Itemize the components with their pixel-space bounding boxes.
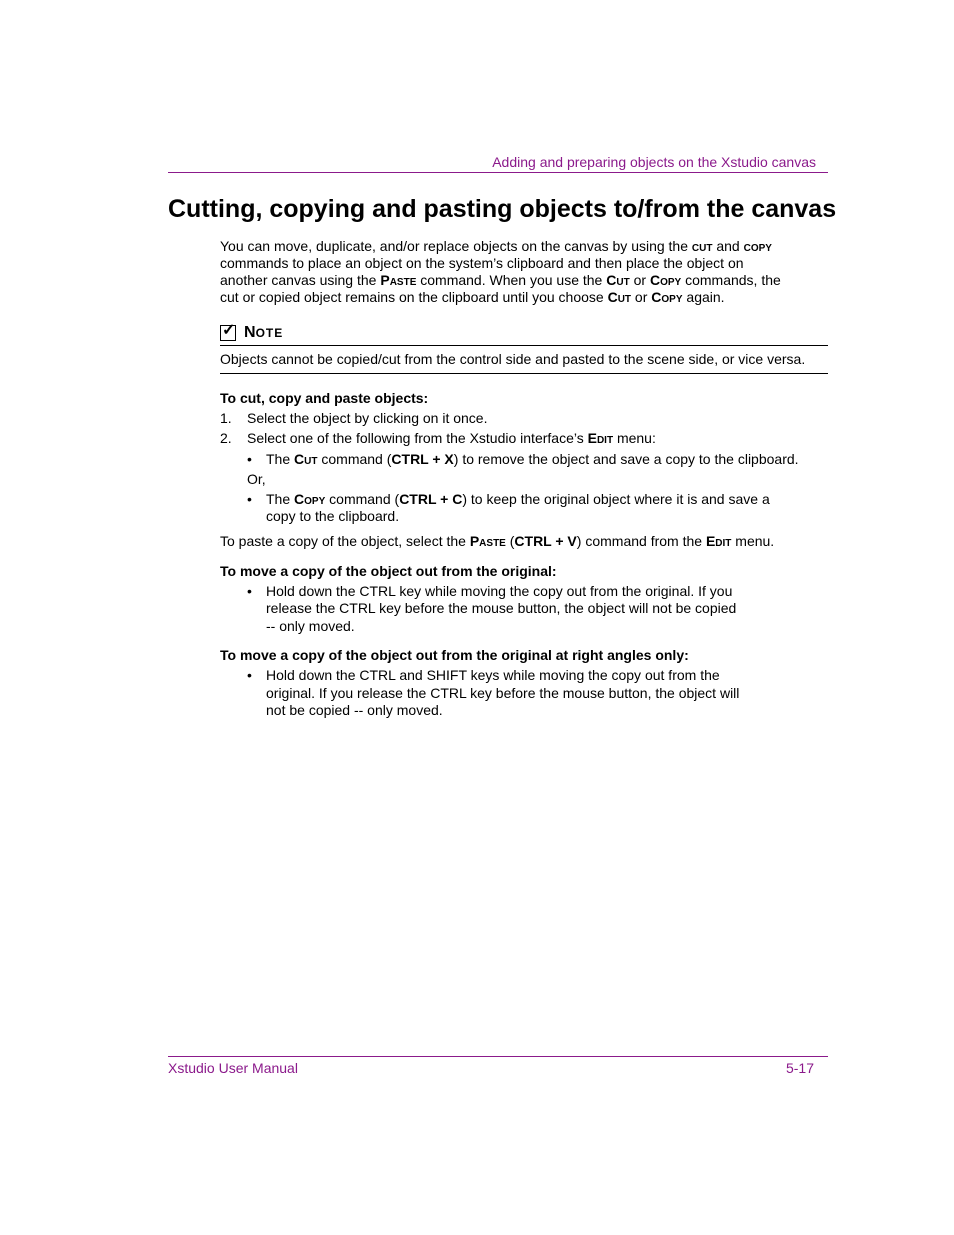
bullet-icon: •: [247, 451, 252, 467]
text: commands, the: [681, 272, 781, 288]
text: or: [629, 272, 650, 288]
text: Hold down the CTRL and SHIFT keys while moving the copy out from the: [266, 667, 720, 683]
page-number: 5-17: [785, 1060, 814, 1076]
edit-menu-initial: E: [587, 430, 597, 446]
text: command. When you use the: [416, 272, 607, 288]
bullet-cut: [247, 451, 799, 470]
cut-command-rest: UT: [616, 277, 630, 288]
bullet-move-right-angles-line-3: not be copied -- only moved.: [266, 702, 443, 718]
paste-instruction: [220, 533, 774, 552]
copy-command-initial: C: [294, 491, 305, 507]
text: and: [712, 238, 744, 254]
procedure-heading-move-right-angles: To move a copy of the object out from the original at right angles only:: [220, 647, 689, 663]
paste-command-rest: ASTE: [389, 277, 417, 288]
cut-command-rest: UT: [617, 294, 632, 305]
page-title: Cutting, copying and pasting objects to/from the canvas: [168, 195, 837, 223]
shortcut-ctrl-v: CTRL + V: [514, 533, 577, 549]
shortcut-ctrl-x: CTRL + X: [391, 451, 454, 467]
text: command (: [325, 491, 400, 507]
copy-command-initial: C: [649, 272, 661, 288]
procedure-heading-move-copy: To move a copy of the object out from the original:: [220, 563, 557, 579]
text: (: [505, 533, 515, 549]
text: Select one of the following from the Xstudio interface’s: [247, 430, 588, 446]
text: command (: [317, 451, 392, 467]
edit-menu-initial: E: [705, 533, 716, 549]
copy-command-rest: OPY: [660, 277, 682, 288]
paste-command-rest: ASTE: [479, 538, 506, 549]
footer-manual-title: Xstudio User Manual: [168, 1060, 298, 1076]
copy-command-rest: OPY: [304, 496, 326, 507]
cut-command-initial: C: [294, 451, 305, 467]
text: The: [266, 451, 295, 467]
bullet-copy-continued: copy to the clipboard.: [266, 508, 400, 524]
cut-command-initial: C: [606, 272, 617, 288]
note-label-initial: N: [244, 324, 256, 341]
intro-line-2: commands to place an object on the system’s clipboard and then place the object on: [220, 255, 744, 271]
copy-command-initial: C: [651, 289, 662, 305]
text: Hold down the CTRL key while moving the copy out from the original. If you: [266, 583, 733, 599]
note-bottom-rule: [220, 373, 828, 374]
footer-rule: [168, 1056, 828, 1057]
copy-command: COPY: [743, 243, 772, 254]
step-1-number: 1.: [220, 410, 232, 426]
bullet-move-right-angles-line-2: original. If you release the CTRL key before the mouse button, the object will: [266, 685, 740, 701]
bullet-icon: •: [247, 491, 252, 507]
edit-menu-rest: DIT: [715, 538, 732, 549]
checkbox-icon: [220, 325, 236, 341]
text: another canvas using the: [220, 272, 381, 288]
bullet-move-copy: [247, 583, 732, 600]
text: You can move, duplicate, and/or replace objects on the canvas by using the: [220, 238, 692, 254]
step-2-number: 2.: [220, 430, 232, 446]
shortcut-ctrl-c: CTRL + C: [399, 491, 463, 507]
text: menu.: [731, 533, 775, 549]
step-2: [247, 430, 656, 449]
text: ) command from the: [576, 533, 706, 549]
cut-command: CUT: [691, 243, 713, 254]
bullet-move-copy-line-3: -- only moved.: [266, 618, 355, 634]
copy-command-rest: OPY: [661, 294, 683, 305]
note-top-rule: [220, 345, 828, 346]
text: or: [631, 289, 652, 305]
or-text: Or,: [247, 471, 266, 487]
text: ) to remove the object and save a copy to the clipboard.: [453, 451, 799, 467]
note-label-rest: OTE: [255, 326, 284, 340]
paste-command-initial: P: [469, 533, 480, 549]
cut-command-rest: UT: [304, 456, 318, 467]
text: again.: [682, 289, 725, 305]
text: ) to keep the original object where it is and save a: [462, 491, 770, 507]
procedure-heading-cut-copy-paste: To cut, copy and paste objects:: [220, 390, 429, 406]
bullet-icon: •: [247, 583, 252, 599]
edit-menu-rest: DIT: [596, 435, 614, 446]
header-rule: [168, 172, 828, 173]
cut-command-initial: C: [607, 289, 618, 305]
intro-line-4: [220, 289, 725, 308]
note-heading: [220, 324, 283, 342]
running-header: Adding and preparing objects on the Xstudio canvas: [492, 154, 816, 170]
bullet-icon: •: [247, 667, 252, 683]
text: The: [266, 491, 295, 507]
bullet-move-copy-line-2: release the CTRL key before the mouse button, the object will not be copied: [266, 600, 737, 616]
paste-command-initial: P: [380, 272, 390, 288]
step-1: Select the object by clicking on it once.: [247, 410, 488, 426]
note-text: Objects cannot be copied/cut from the control side and pasted to the scene side, or vice versa.: [220, 351, 806, 367]
text: cut or copied object remains on the clipboard until you choose: [220, 289, 608, 305]
bullet-move-right-angles: [247, 667, 720, 684]
text: menu:: [613, 430, 656, 446]
text: To paste a copy of the object, select the: [220, 533, 470, 549]
